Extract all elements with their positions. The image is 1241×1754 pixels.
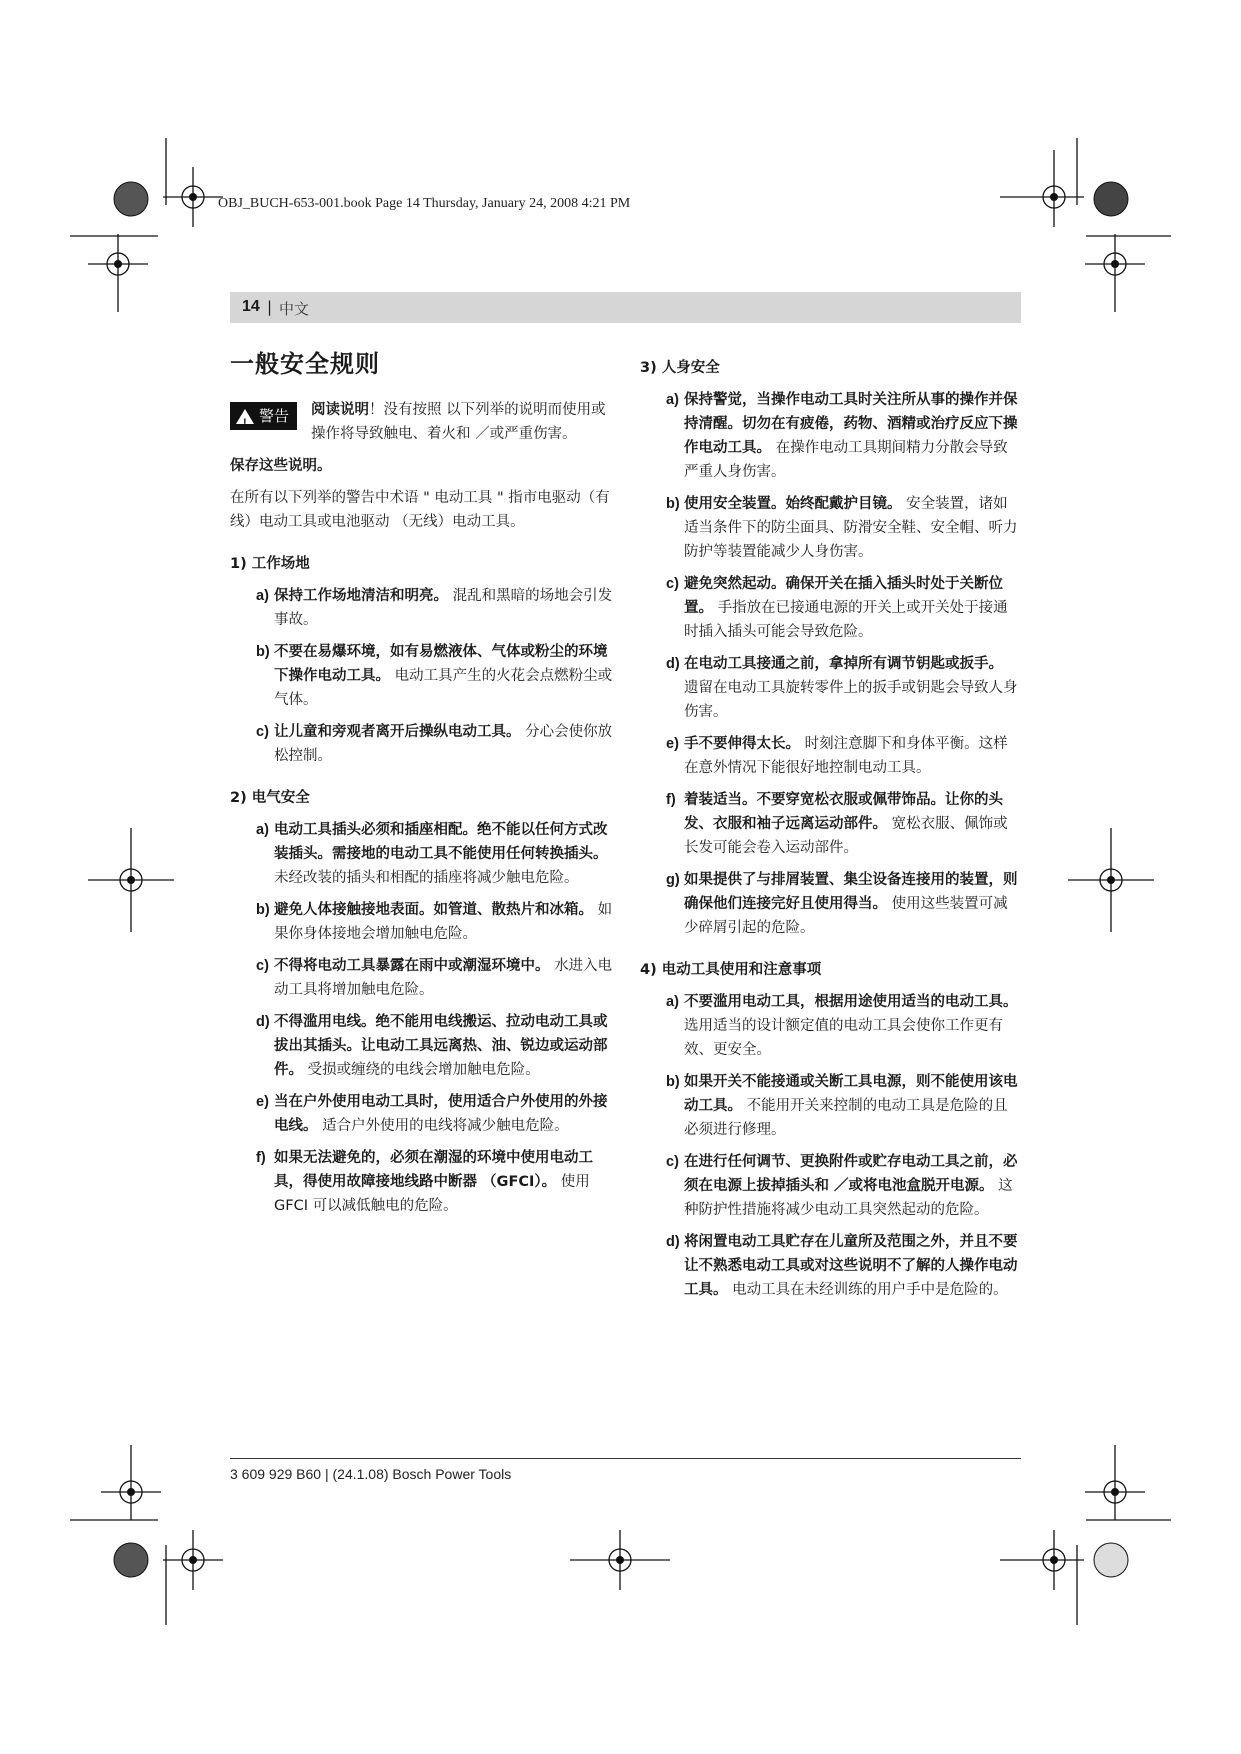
- list-item: a) 保持警觉，当操作电动工具时关注所从事的操作并保持清醒。切勿在有疲倦，药物、酒精或治疗反应下操作电动工具。 在操作电动工具期间精力分散会导致严重人身伤害。: [666, 392, 1018, 480]
- registration-target-icon: [570, 1530, 670, 1590]
- page-footer: 3 609 929 B60 | (24.1.08) Bosch Power Tools: [230, 1466, 512, 1482]
- list-item: a) 电动工具插头必须和插座相配。绝不能以任何方式改装插头。需接地的电动工具不能使用任何转换插头。 未经改装的插头和相配的插座将减少触电危险。: [256, 822, 608, 886]
- list-item: a) 不要滥用电动工具，根据用途使用适当的电动工具。 选用适当的设计额定值的电动工具会使你工作更有效、更安全。: [666, 994, 1018, 1058]
- warning-badge: [230, 402, 297, 430]
- section-heading: 1) 工作场地: [230, 556, 310, 572]
- registration-target-icon: [1000, 1530, 1084, 1590]
- list-item: g) 如果提供了与排屑装置、集尘设备连接用的装置，则确保他们连接完好且使用得当。 使用这些装置可减少碎屑引起的危险。: [666, 872, 1018, 936]
- right-column: [640, 356, 1022, 1310]
- list-item: b) 使用安全装置。始终配戴护目镜。 安全装置，诸如适当条件下的防尘面具、防滑安全鞋、安全帽、听力防护等装置能减少人身伤害。: [666, 496, 1018, 560]
- registration-target-icon: [163, 1530, 223, 1590]
- list-item: f) 着装适当。不要穿宽松衣服或佩带饰品。让你的头发、衣服和袖子远离运动部件。 宽松衣服、佩饰或长发可能会卷入运动部件。: [666, 792, 1008, 856]
- registration-target-icon: [1068, 828, 1154, 932]
- list-item: c) 避免突然起动。确保开关在插入插头时处于关断位置。 手指放在已接通电源的开关上或开关处于接通时插入插头可能会导致危险。: [666, 576, 1008, 640]
- color-wheel-icon: [1094, 182, 1128, 216]
- warning-icon: [236, 409, 254, 424]
- registration-target-icon: [101, 1445, 161, 1520]
- list-item: e) 手不要伸得太长。 时刻注意脚下和身体平衡。这样在意外情况下能很好地控制电动工具。: [666, 736, 1008, 776]
- header-language: 中文: [279, 300, 310, 318]
- section-heading: 4) 电动工具使用和注意事项: [640, 962, 822, 978]
- list-item: c) 不得将电动工具暴露在雨中或潮湿环境中。 水进入电动工具将增加触电危险。: [256, 958, 613, 998]
- footer-rule: [230, 1458, 1021, 1459]
- registration-target-icon: [1085, 234, 1145, 312]
- warning-badge-label: 警告: [259, 407, 290, 425]
- print-info: OBJ_BUCH-653-001.book Page 14 Thursday, January 24, 2008 4:21 PM: [218, 196, 631, 211]
- list-item: f) 如果无法避免的，必须在潮湿的环境中使用电动工具，得使用故障接地线路中断器 （GFCI）。 使用 GFCI 可以减低触电的危险。: [256, 1150, 593, 1214]
- color-wheel-icon: [114, 182, 148, 216]
- list-item: c) 在进行任何调节、更换附件或贮存电动工具之前，必须在电源上拔掉插头和 ／或将电池盒脱开电源。 这种防护性措施将减少电动工具突然起动的危险。: [666, 1154, 1018, 1218]
- list-item: b) 避免人体接触接地表面。如管道、散热片和冰箱。 如果你身体接地会增加触电危险。: [256, 902, 613, 942]
- warning-block: [230, 398, 615, 446]
- section-heading: 2) 电气安全: [230, 790, 310, 806]
- page-header-bar: [230, 292, 1021, 323]
- list-item: d) 不得滥用电线。绝不能用电线搬运、拉动电动工具或拔出其插头。让电动工具远离热、油、锐边或运动部件。 受损或缠绕的电线会增加触电危险。: [256, 1014, 608, 1078]
- list-item: e) 当在户外使用电动工具时，使用适合户外使用的外接电线。 适合户外使用的电线将减少触电危险。: [256, 1094, 608, 1134]
- color-wheel-icon: [114, 1543, 148, 1577]
- list-item: a) 保持工作场地清洁和明亮。 混乱和黑暗的场地会引发事故。: [256, 588, 613, 628]
- registration-target-icon: [163, 167, 223, 227]
- section-heading: 3) 人身安全: [640, 360, 720, 376]
- color-wheel-icon: [1094, 1543, 1128, 1577]
- page-title: 一般安全规则: [230, 350, 380, 378]
- list-item: c) 让儿童和旁观者离开后操纵电动工具。 分心会使你放松控制。: [256, 724, 613, 764]
- page-number: 14: [242, 298, 260, 315]
- list-item: d) 在电动工具接通之前，拿掉所有调节钥匙或扳手。 遗留在电动工具旋转零件上的扳手或钥匙会导致人身伤害。: [666, 656, 1018, 720]
- registration-target-icon: [1000, 150, 1084, 227]
- registration-target-icon: [88, 234, 148, 312]
- warning-text: 阅读说明！没有按照 以下列举的说明而使用或操作将导致触电、着火和 ／或严重伤害。: [311, 402, 606, 442]
- save-instructions: 保存这些说明。: [230, 458, 332, 474]
- intro-paragraph: 在所有以下列举的警告中术语 " 电动工具 " 指市电驱动（有线）电动工具或电池驱动 （无线）电动工具。: [230, 490, 610, 530]
- list-item: b) 不要在易爆环境，如有易燃液体、气体或粉尘的环境下操作电动工具。 电动工具产生的火花会点燃粉尘或气体。: [256, 644, 613, 708]
- registration-target-icon: [88, 828, 174, 932]
- left-column: [230, 352, 615, 1226]
- header-separator: |: [267, 298, 273, 316]
- list-item: b) 如果开关不能接通或关断工具电源，则不能使用该电动工具。 不能用开关来控制的电动工具是危险的且必须进行修理。: [666, 1074, 1018, 1138]
- registration-target-icon: [1085, 1445, 1145, 1520]
- list-item: d) 将闲置电动工具贮存在儿童所及范围之外，并且不要让不熟悉电动工具或对这些说明不了解的人操作电动工具。 电动工具在未经训练的用户手中是危险的。: [666, 1234, 1018, 1298]
